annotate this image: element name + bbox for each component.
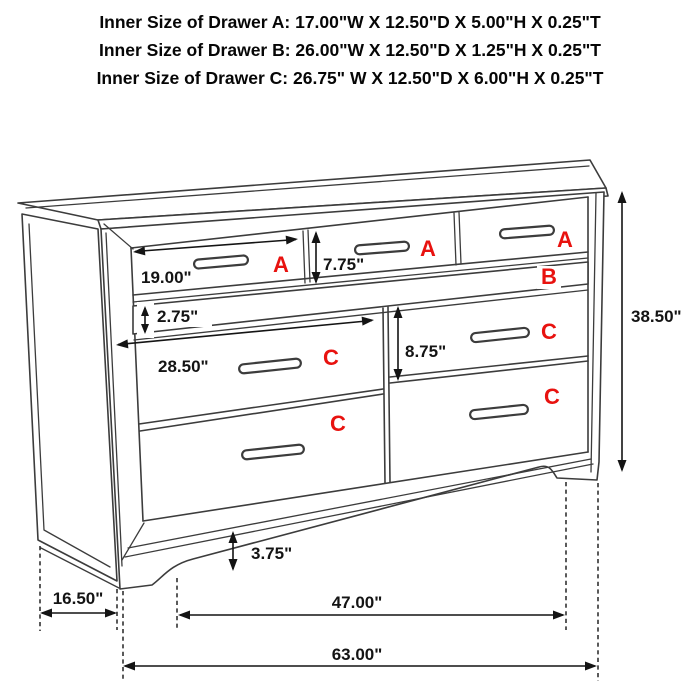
dim-drawer-c-height-label: 8.75": [405, 342, 447, 361]
dim-overall-width: [123, 645, 597, 671]
dim-inner-width: [178, 593, 565, 620]
dim-inner-width-label: 47.00": [331, 593, 383, 612]
dim-overall-height-label: 38.50": [631, 307, 682, 326]
drawer-c1-letter: C: [323, 345, 339, 370]
arrowhead-right-icon: [585, 662, 597, 671]
dim-overall-width-label: 63.00": [331, 645, 383, 664]
arrowhead-right-icon: [553, 611, 565, 620]
dresser-drawing: [18, 160, 608, 589]
drawer-b-letter: B: [541, 264, 557, 289]
dim-side-depth: [40, 589, 117, 618]
dim-drawer-b-height-label: 2.75": [157, 307, 199, 326]
inner-size-note-line-b: Inner Size of Drawer B: 26.00"W X 12.50"D X 1.25"H X 0.25"T: [99, 40, 601, 60]
drawer-c2-letter: C: [541, 319, 557, 344]
dim-side-depth-label: 16.50": [52, 589, 104, 608]
front-face: [101, 192, 604, 589]
drawer-a1-letter: A: [273, 252, 289, 277]
dim-drawer-a-height-label: 7.75": [323, 255, 365, 274]
dim-drawer-a-width-label: 19.00": [141, 268, 192, 287]
drawer-a2-letter: A: [420, 236, 436, 261]
drawer-c4-letter: C: [544, 384, 560, 409]
arrowhead-left-icon: [123, 662, 135, 671]
inner-size-note-line-c: Inner Size of Drawer C: 26.75" W X 12.50"D X 6.00"H X 0.25"T: [96, 68, 604, 88]
arrowhead-up-icon: [618, 191, 627, 203]
arrowhead-down-icon: [229, 559, 238, 571]
arrowhead-right-icon: [105, 609, 117, 618]
drawer-a3-letter: A: [557, 227, 573, 252]
dim-overall-height: [618, 191, 682, 472]
arrowhead-down-icon: [618, 460, 627, 472]
drawer-c3-letter: C: [330, 411, 346, 436]
dim-drawer-c-width-label: 28.50": [158, 357, 209, 376]
arrowhead-left-icon: [178, 611, 190, 620]
dim-base-height-label: 3.75": [251, 544, 293, 563]
inner-size-note: [0, 8, 700, 92]
arrowhead-left-icon: [40, 609, 52, 618]
inner-size-note-line-a: Inner Size of Drawer A: 17.00"W X 12.50"D X 5.00"H X 0.25"T: [99, 12, 601, 32]
